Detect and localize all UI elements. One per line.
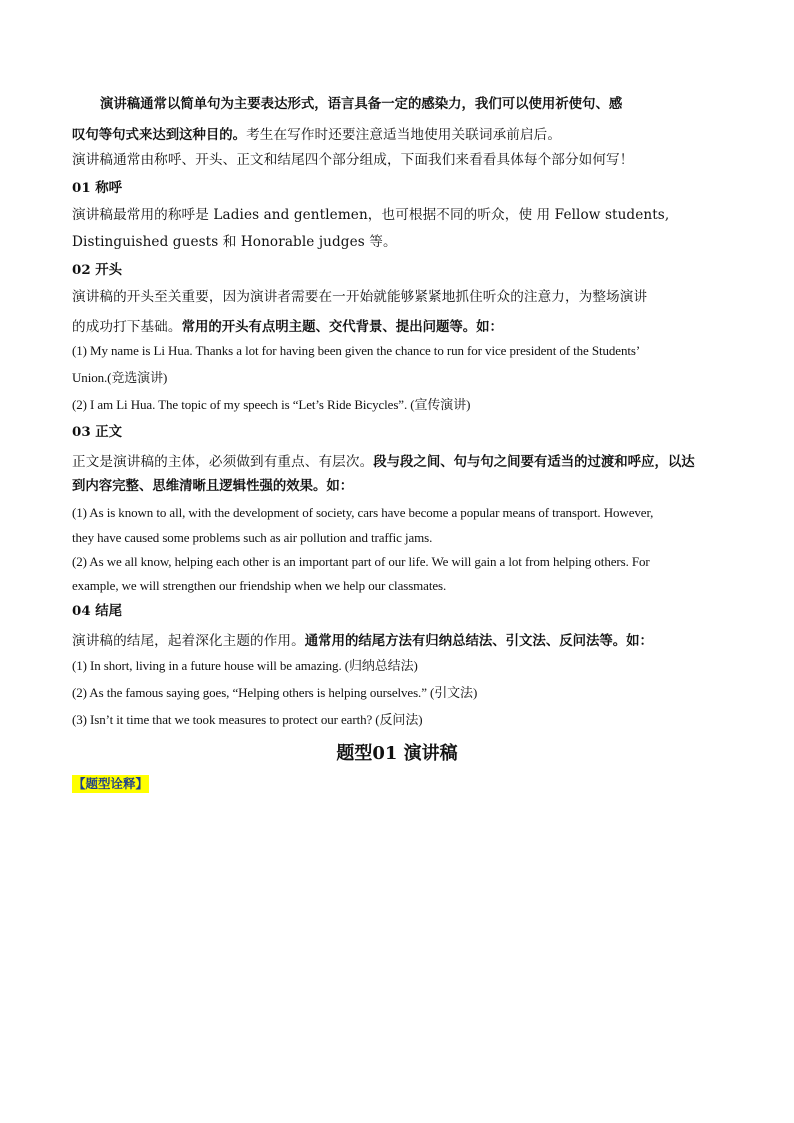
body-example-1b: they have caused some problems such as air pollution and traffic jams. xyxy=(72,530,433,545)
heading-ending: 04 结尾 xyxy=(72,603,123,619)
type-explanation-tag: 【题型诠释】 xyxy=(73,776,149,791)
body-example-1a: (1) As is known to all, with the development of society, cars have become a popular means of transport. However, xyxy=(72,505,654,520)
ending-line-1-plain: 演讲稿的结尾，起着深化主题的作用。 xyxy=(72,633,305,649)
section-title: 题型01 演讲稿 xyxy=(336,743,458,764)
heading-opening: 02 开头 xyxy=(72,262,123,278)
body-line-1-plain: 正文是演讲稿的主体，必须做到有重点、有层次。 xyxy=(72,454,374,470)
ending-line-1 xyxy=(72,630,732,650)
body-line-1-bold: 段与段之间、句与句之间要有适当的过渡和呼应，以达 xyxy=(373,454,695,470)
heading-body: 03 正文 xyxy=(72,424,123,440)
body-example-2a: (2) As we all know, helping each other is an important part of our life. We will gain a lot from helping others. For xyxy=(72,554,650,569)
intro-line-2-rest: 考生在写作时还要注意适当地使用关联词承前启后。 xyxy=(246,127,562,143)
intro-line-2-bold: 叹句等句式来达到这种目的。 xyxy=(72,127,247,143)
opening-line-2 xyxy=(72,316,732,336)
ending-example-2: (2) As the famous saying goes, “Helping others is helping ourselves.” (引文法) xyxy=(72,685,478,700)
ending-example-3: (3) Isn’t it time that we took measures to protect our earth? (反问法) xyxy=(72,712,423,727)
intro-line-1: 演讲稿通常以简单句为主要表达形式，语言具备一定的感染力，我们可以使用祈使句、感 xyxy=(100,96,623,112)
ending-example-1: (1) In short, living in a future house will be amazing. (归纳总结法) xyxy=(72,658,418,673)
ending-line-1-bold: 通常用的结尾方法有归纳总结法、引文法、反问法等。如： xyxy=(304,633,653,649)
body-example-2b: example, we will strengthen our friendship when we help our classmates. xyxy=(72,578,447,593)
opening-example-1a: (1) My name is Li Hua. Thanks a lot for having been given the chance to run for vice president of the Students’ xyxy=(72,343,641,358)
intro-line-2 xyxy=(72,124,732,144)
body-line-1 xyxy=(72,451,732,471)
opening-example-1b: Union.(竞选演讲) xyxy=(72,370,168,385)
opening-line-2-plain: 的成功打下基础。 xyxy=(72,319,182,335)
opening-line-1: 演讲稿的开头至关重要，因为演讲者需要在一开始就能够紧紧地抓住听众的注意力，为整场演讲 xyxy=(72,289,648,305)
body-line-2: 到内容完整、思维清晰且逻辑性强的效果。如： xyxy=(72,478,354,494)
intro-line-3: 演讲稿通常由称呼、开头、正文和结尾四个部分组成，下面我们来看看具体每个部分如何写！ xyxy=(72,152,634,168)
opening-example-2: (2) I am Li Hua. The topic of my speech is “Let’s Ride Bicycles”. (宣传演讲) xyxy=(72,397,471,412)
heading-salutation: 01 称呼 xyxy=(72,180,123,196)
salutation-line-2: Distinguished guests 和 Honorable judges 等。 xyxy=(72,234,397,250)
salutation-line-1: 演讲稿最常用的称呼是 Ladies and gentlemen，也可根据不同的听众，使 用 Fellow students, xyxy=(72,207,670,223)
opening-line-2-bold: 常用的开头有点明主题、交代背景、提出问题等。如： xyxy=(181,319,503,335)
